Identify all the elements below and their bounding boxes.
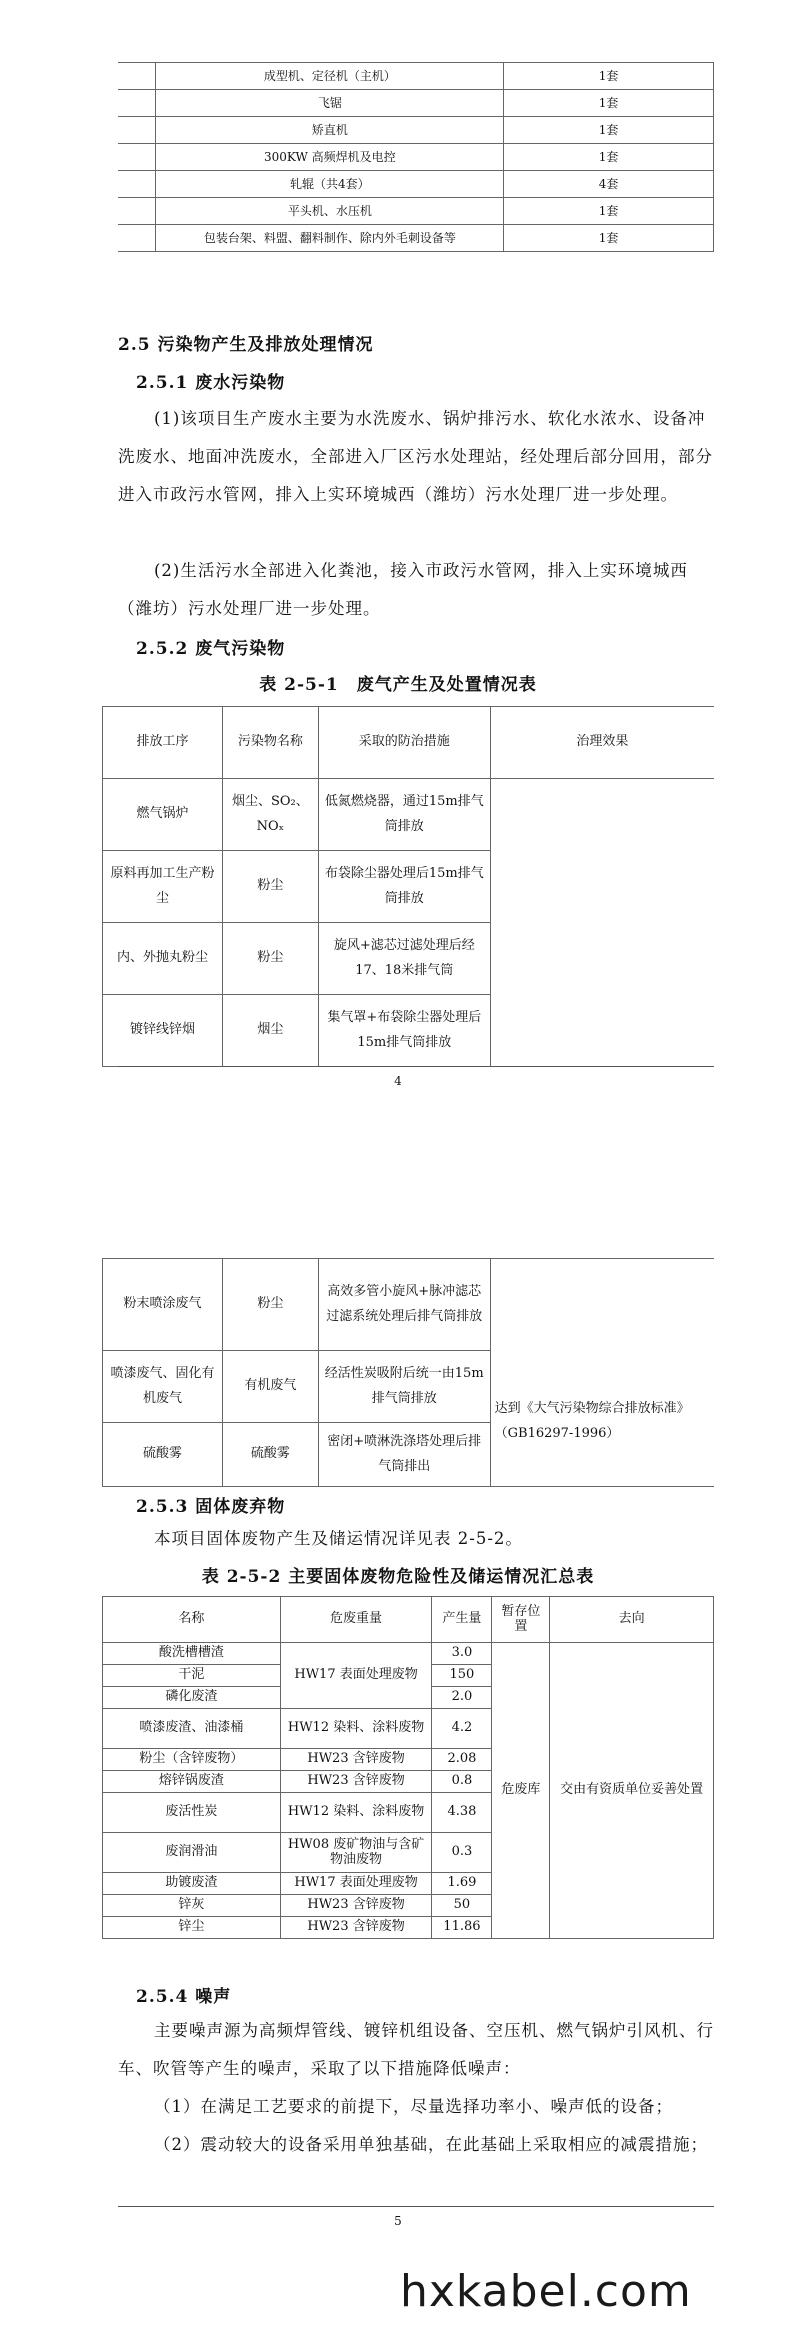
table-row: 锌尘 HW23 含锌废物 11.86 xyxy=(103,1917,714,1939)
table-row: 轧辊（共4套） 4套 xyxy=(118,171,714,198)
page-number: 5 xyxy=(394,2214,402,2228)
table-row: 干泥 150 xyxy=(103,1665,714,1687)
table-row: 镀锌线锌烟 烟尘 集气罩+布袋除尘器处理后15m排气筒排放 xyxy=(103,995,715,1067)
table-row: 内、外抛丸粉尘 粉尘 旋风+滤芯过滤处理后经17、18米排气筒 xyxy=(103,923,715,995)
table-row: 硫酸雾 硫酸雾 密闭+喷淋洗涤塔处理后排气筒排出 xyxy=(103,1423,715,1487)
page-gap xyxy=(0,1110,796,1230)
section-heading-2-5-2: 2.5.2 废气污染物 xyxy=(136,639,286,659)
document-page-4 xyxy=(0,0,796,1110)
paragraph-noise-1: 主要噪声源为高频焊管线、镀锌机组设备、空压机、燃气锅炉引风机、行车、吹管等产生的噪声，采取了以下措施降低噪声： xyxy=(118,2021,714,2078)
section-heading-2-5-3: 2.5.3 固体废弃物 xyxy=(136,1497,286,1517)
paragraph-wastewater-1: (1)该项目生产废水主要为水洗废水、锅炉排污水、软化水浓水、设备冲洗废水、地面冲洗废水，全部进入厂区污水处理站，经处理后部分回用，部分进入市政污水管网，排入上实环境城西（潍坊）污水处理厂进一步处理。 xyxy=(118,409,713,504)
table-caption-2-5-2: 表 2-5-2 主要固体废物危险性及储运情况汇总表 xyxy=(201,1567,595,1587)
table-row: 飞锯 1套 xyxy=(118,90,714,117)
table-row: 粉末喷涂废气 粉尘 高效多管小旋风+脉冲滤芯过滤系统处理后排气筒排放 达到《大气污染物综合排放标准》（GB16297-1996） xyxy=(103,1259,715,1351)
page-number: 4 xyxy=(394,1074,402,1088)
gas-emission-table-continued xyxy=(102,1258,714,1487)
table-row: 喷漆废气、固化有机废气 有机废气 经活性炭吸附后统一由15m排气筒排放 xyxy=(103,1351,715,1423)
gas-emission-table xyxy=(102,706,714,1067)
table-row: 矫直机 1套 xyxy=(118,117,714,144)
footer-rule xyxy=(118,2206,714,2207)
document-page-5 xyxy=(0,1230,796,2240)
treatment-effect-cell: 达到《大气污染物综合排放标准》（GB16297-1996） xyxy=(490,1259,714,1487)
table-row: 磷化废渣 2.0 xyxy=(103,1687,714,1709)
table-row: 助镀废渣 HW17 表面处理废物 1.69 xyxy=(103,1873,714,1895)
table-row: 成型机、定径机（主机） 1套 xyxy=(118,63,714,90)
paragraph-noise-2: （1）在满足工艺要求的前提下，尽量选择功率小、噪声低的设备； xyxy=(154,2097,673,2116)
treatment-effect-cell xyxy=(490,779,714,1067)
table-row: 原料再加工生产粉尘 粉尘 布袋除尘器处理后15m排气筒排放 xyxy=(103,851,715,923)
watermark-text: hxkabel.com xyxy=(400,2266,692,2317)
table-row: 燃气锅炉 烟尘、SO₂、NOₓ 低氮燃烧器，通过15m排气筒排放 xyxy=(103,779,715,851)
table-header-row: 名称 危废重量 产生量 暂存位置 去向 xyxy=(103,1597,714,1643)
table-row: 酸洗槽槽渣 HW17 表面处理废物 3.0 危废库 交由有资质单位妥善处置 xyxy=(103,1643,714,1665)
table-row: 300KW 高频焊机及电控 1套 xyxy=(118,144,714,171)
footer-rule xyxy=(118,1066,714,1067)
solid-waste-table xyxy=(102,1596,714,1939)
table-row: 平头机、水压机 1套 xyxy=(118,198,714,225)
table-row: 熔锌锅废渣 HW23 含锌废物 0.8 xyxy=(103,1771,714,1793)
table-caption-2-5-1: 表 2-5-1 废气产生及处置情况表 xyxy=(259,675,537,695)
table-row: 锌灰 HW23 含锌废物 50 xyxy=(103,1895,714,1917)
table-row: 包装台架、料盟、翻料制作、除内外毛刺设备等 1套 xyxy=(118,225,714,252)
paragraph-noise-3: （2）震动较大的设备采用单独基础，在此基础上采取相应的减震措施； xyxy=(154,2135,708,2154)
table-header-row: 排放工序 污染物名称 采取的防治措施 治理效果 xyxy=(103,707,715,779)
table-row: 废活性炭 HW12 染料、涂料废物 4.38 xyxy=(103,1793,714,1833)
section-heading-2-5-4: 2.5.4 噪声 xyxy=(136,1987,232,2007)
table-row: 粉尘（含锌废物） HW23 含锌废物 2.08 xyxy=(103,1749,714,1771)
section-heading-2-5-1: 2.5.1 废水污染物 xyxy=(136,373,286,393)
paragraph-solid-waste: 本项目固体废物产生及储运情况详见表 2-5-2。 xyxy=(154,1529,523,1548)
table-row: 废润滑油 HW08 废矿物油与含矿物油废物 0.3 xyxy=(103,1833,714,1873)
equipment-table xyxy=(118,62,714,252)
section-heading-2-5: 2.5 污染物产生及排放处理情况 xyxy=(118,335,374,355)
paragraph-wastewater-2: (2)生活污水全部进入化粪池，接入市政污水管网，排入上实环境城西（潍坊）污水处理厂进一步处理。 xyxy=(118,561,688,618)
table-row: 喷漆废渣、油漆桶 HW12 染料、涂料废物 4.2 xyxy=(103,1709,714,1749)
